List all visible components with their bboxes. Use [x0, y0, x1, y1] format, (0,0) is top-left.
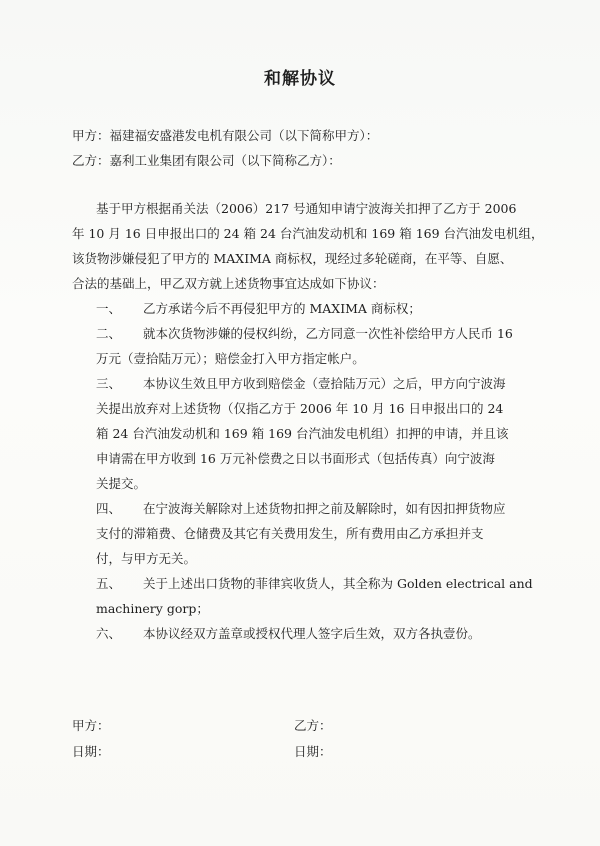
clause-text: 申请需在甲方收到 16 万元补偿费之日以书面形式（包括传真）向宁波海: [96, 451, 495, 466]
party-a-line: 甲方：福建福安盛港发电机有限公司（以下简称甲方）：: [72, 128, 379, 143]
clause-text: 支付的滞箱费、仓储费及其它有关费用发生，所有费用由乙方承担并支: [96, 526, 484, 541]
party-b-line: 乙方：嘉利工业集团有限公司（以下简称乙方）：: [72, 153, 341, 168]
clause-text: 乙方承诺今后不再侵犯甲方的 MAXIMA 商标权；: [143, 301, 421, 316]
clause-text: 万元（壹拾陆万元）；赔偿金打入甲方指定帐户。: [96, 351, 365, 366]
clause-number: 二、: [96, 326, 122, 341]
clause-text: machinery gorp；: [96, 601, 209, 616]
clause-text: 关提出放弃对上述货物（仅指乙方于 2006 年 10 月 16 日申报出口的 24: [96, 401, 504, 416]
clause-number: 五、: [96, 576, 122, 591]
clause-text: 付，与甲方无关。: [96, 551, 197, 566]
clause-text: 在宁波海关解除对上述货物扣押之前及解除时，如有因扣押货物应: [143, 501, 506, 516]
clause-number: 四、: [96, 501, 122, 516]
preamble-line: 该货物涉嫌侵犯了甲方的 MAXIMA 商标权，现经过多轮磋商，在平等、自愿、: [72, 251, 513, 266]
clause-number: 三、: [96, 376, 122, 391]
clause-text: 本协议经双方盖章或授权代理人签字后生效，双方各执壹份。: [143, 626, 481, 641]
clause-number: 六、: [96, 626, 122, 641]
signature-party-a-label: 甲方：: [72, 718, 110, 733]
date-party-a-label: 日期：: [72, 744, 110, 759]
document-title: 和解协议: [264, 69, 336, 89]
clause-text: 箱 24 台汽油发动机和 169 箱 169 台汽油发电机组）扣押的申请，并且该: [96, 426, 509, 441]
clause-text: 关于上述出口货物的菲律宾收货人，其全称为 Golden electrical and: [143, 576, 533, 591]
preamble-line: 年 10 月 16 日申报出口的 24 箱 24 台汽油发动机和 169 箱 169 台汽油发电机组，: [72, 226, 544, 241]
clause-number: 一、: [96, 301, 122, 316]
clause-text: 就本次货物涉嫌的侵权纠纷，乙方同意一次性补偿给甲方人民币 16: [143, 326, 513, 341]
clause-text: 本协议生效且甲方收到赔偿金（壹拾陆万元）之后，甲方向宁波海: [143, 376, 506, 391]
clause-text: 关提交。: [96, 476, 147, 491]
preamble-line: 基于甲方根据甬关法（2006）217 号通知申请宁波海关扣押了乙方于 2006: [96, 201, 517, 216]
date-party-b-label: 日期：: [294, 744, 332, 759]
preamble-line: 合法的基础上，甲乙双方就上述货物事宜达成如下协议：: [72, 276, 385, 291]
signature-party-b-label: 乙方：: [294, 718, 332, 733]
